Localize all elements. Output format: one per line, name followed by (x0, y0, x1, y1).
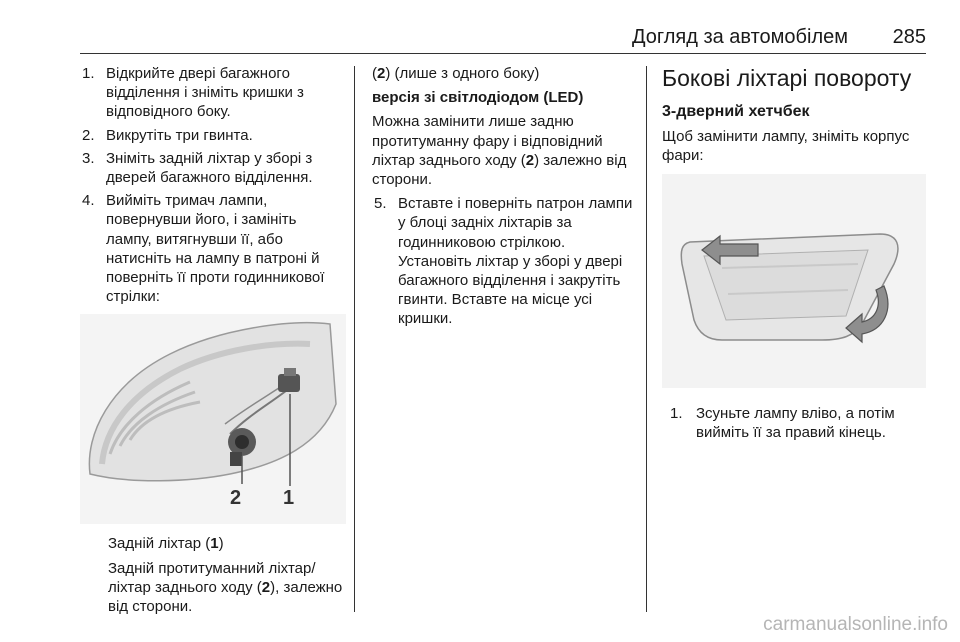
one-side-note: (2) (лише з одного боку) (372, 65, 540, 82)
step-3: 3. Зніміть задній ліхтар у зборі з дверей багажного відділення. (82, 149, 313, 187)
section-heading: Бокові ліхтарі повороту (662, 65, 912, 91)
column-1 (80, 64, 346, 621)
column-2 (372, 64, 640, 333)
step-4: 4. Вийміть тримач лампи, повернувши його, і замініть лампу, витягнувши її, або натисніть на лампу в патроні й поверніть її проти годинникової стрілки: (82, 192, 325, 306)
caption-rear-light: Задній ліхтар (1) (108, 535, 224, 553)
step-1: 1. Відкрийте двері багажного відділення і зніміть кришки з відповідного боку. (82, 65, 304, 121)
steps-list-side-indicator (662, 404, 928, 442)
figure-label-1: 1 (283, 487, 295, 510)
section-subheading: 3-дверний хетчбек (662, 103, 810, 120)
side-step-1: 1. Зсуньте лампу вліво, а потім вийміть її за правий кінець. (670, 404, 895, 441)
figure-label-2: 2 (230, 487, 242, 510)
watermark: carmanualsonline.info (763, 614, 948, 635)
column-divider-2 (646, 66, 647, 612)
side-indicator-figure (662, 174, 926, 388)
led-version-heading: версія зі світлодіодом (LED) (372, 89, 584, 107)
caption-fog-reverse-light: Задній протитуманний ліхтар/ліхтар заднього ходу (2), залежно від сторони. (108, 559, 343, 616)
led-version-text: Можна замінити лише задню протитуманну фару і відповідний ліхтар заднього ходу (2) залежно від сторони. (372, 113, 627, 189)
steps-list (80, 64, 346, 306)
column-3 (662, 64, 928, 446)
rear-light-figure (80, 314, 346, 524)
step-2: 2. Викрутіть три гвинта. (82, 126, 253, 144)
section-intro: Щоб замінити лампу, зніміть корпус фари: (662, 128, 910, 165)
steps-list-continued (372, 194, 640, 328)
page-number: 285 (892, 26, 926, 48)
page-header (80, 22, 926, 54)
page-title: Догляд за автомобілем (631, 26, 848, 48)
step-5: 5. Вставте і поверніть патрон лампи у блоці задніх ліхтарів за годинниковою стрілкою. Установіть ліхтар у зборі у двері багажного відділення і закрутіть гвинти. Вставте на місце усі кришки. (374, 195, 633, 328)
column-divider-1 (354, 66, 355, 612)
